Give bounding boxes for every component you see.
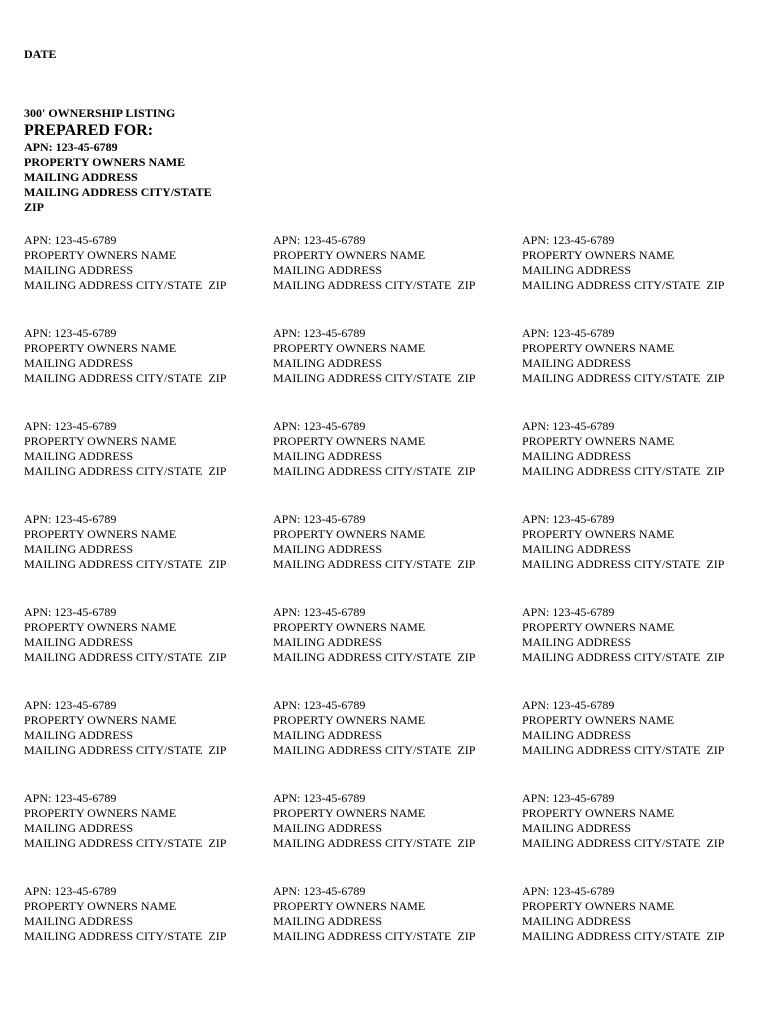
label-owner-name: PROPERTY OWNERS NAME xyxy=(24,527,177,541)
label-apn: APN: 123-45-6789 xyxy=(273,605,366,619)
label-mailing-address: MAILING ADDRESS xyxy=(24,821,134,835)
label-mailing-address: MAILING ADDRESS xyxy=(273,449,383,463)
mailing-label xyxy=(273,233,522,326)
label-city-state-zip: MAILING ADDRESS CITY/STATE ZIP xyxy=(522,464,725,478)
label-city-state-zip: MAILING ADDRESS CITY/STATE ZIP xyxy=(24,929,227,943)
label-city-state-zip: MAILING ADDRESS CITY/STATE ZIP xyxy=(24,278,227,292)
label-mailing-address: MAILING ADDRESS xyxy=(522,635,632,649)
mailing-label xyxy=(24,791,273,884)
label-owner-name: PROPERTY OWNERS NAME xyxy=(24,806,177,820)
label-city-state-zip: MAILING ADDRESS CITY/STATE ZIP xyxy=(522,557,725,571)
label-apn: APN: 123-45-6789 xyxy=(24,326,117,340)
recipient-mailing-address: MAILING ADDRESS xyxy=(24,170,138,184)
label-apn: APN: 123-45-6789 xyxy=(273,233,366,247)
mailing-label xyxy=(522,884,764,977)
mailing-label xyxy=(273,884,522,977)
label-owner-name: PROPERTY OWNERS NAME xyxy=(24,713,177,727)
label-city-state-zip: MAILING ADDRESS CITY/STATE ZIP xyxy=(24,557,227,571)
label-mailing-address: MAILING ADDRESS xyxy=(24,542,134,556)
mailing-label xyxy=(522,419,764,512)
label-mailing-address: MAILING ADDRESS xyxy=(24,263,134,277)
mailing-label xyxy=(273,326,522,419)
label-apn: APN: 123-45-6789 xyxy=(522,233,615,247)
label-apn: APN: 123-45-6789 xyxy=(522,419,615,433)
label-city-state-zip: MAILING ADDRESS CITY/STATE ZIP xyxy=(522,743,725,757)
label-city-state-zip: MAILING ADDRESS CITY/STATE ZIP xyxy=(24,464,227,478)
label-mailing-address: MAILING ADDRESS xyxy=(273,635,383,649)
label-mailing-address: MAILING ADDRESS xyxy=(273,542,383,556)
label-apn: APN: 123-45-6789 xyxy=(24,233,117,247)
label-mailing-address: MAILING ADDRESS xyxy=(522,728,632,742)
label-mailing-address: MAILING ADDRESS xyxy=(522,263,632,277)
listing-title: 300' OWNERSHIP LISTING xyxy=(24,106,176,120)
mailing-label xyxy=(24,419,273,512)
label-mailing-address: MAILING ADDRESS xyxy=(24,728,134,742)
label-owner-name: PROPERTY OWNERS NAME xyxy=(24,899,177,913)
label-owner-name: PROPERTY OWNERS NAME xyxy=(522,434,675,448)
label-mailing-address: MAILING ADDRESS xyxy=(24,356,134,370)
label-apn: APN: 123-45-6789 xyxy=(273,512,366,526)
mailing-label xyxy=(522,791,764,884)
mailing-label xyxy=(24,605,273,698)
listing-header xyxy=(24,106,212,215)
mailing-label xyxy=(24,233,273,326)
label-city-state-zip: MAILING ADDRESS CITY/STATE ZIP xyxy=(273,743,476,757)
label-city-state-zip: MAILING ADDRESS CITY/STATE ZIP xyxy=(522,836,725,850)
label-apn: APN: 123-45-6789 xyxy=(24,512,117,526)
mailing-label xyxy=(24,326,273,419)
date-label: DATE xyxy=(24,47,57,61)
label-apn: APN: 123-45-6789 xyxy=(273,884,366,898)
label-mailing-address: MAILING ADDRESS xyxy=(522,356,632,370)
label-mailing-address: MAILING ADDRESS xyxy=(273,263,383,277)
label-apn: APN: 123-45-6789 xyxy=(273,326,366,340)
label-apn: APN: 123-45-6789 xyxy=(522,326,615,340)
label-apn: APN: 123-45-6789 xyxy=(24,419,117,433)
mailing-label xyxy=(273,419,522,512)
label-city-state-zip: MAILING ADDRESS CITY/STATE ZIP xyxy=(273,278,476,292)
label-owner-name: PROPERTY OWNERS NAME xyxy=(522,713,675,727)
label-apn: APN: 123-45-6789 xyxy=(24,791,117,805)
label-owner-name: PROPERTY OWNERS NAME xyxy=(24,620,177,634)
label-apn: APN: 123-45-6789 xyxy=(24,605,117,619)
label-owner-name: PROPERTY OWNERS NAME xyxy=(273,248,426,262)
label-city-state-zip: MAILING ADDRESS CITY/STATE ZIP xyxy=(273,557,476,571)
label-apn: APN: 123-45-6789 xyxy=(273,698,366,712)
label-apn: APN: 123-45-6789 xyxy=(522,605,615,619)
mailing-label xyxy=(522,605,764,698)
mailing-label xyxy=(273,698,522,791)
label-city-state-zip: MAILING ADDRESS CITY/STATE ZIP xyxy=(24,371,227,385)
mailing-label xyxy=(273,791,522,884)
label-apn: APN: 123-45-6789 xyxy=(522,512,615,526)
label-owner-name: PROPERTY OWNERS NAME xyxy=(522,806,675,820)
recipient-owner-name: PROPERTY OWNERS NAME xyxy=(24,155,186,169)
label-owner-name: PROPERTY OWNERS NAME xyxy=(273,620,426,634)
mailing-label xyxy=(24,512,273,605)
mailing-label xyxy=(273,512,522,605)
label-apn: APN: 123-45-6789 xyxy=(273,791,366,805)
label-city-state-zip: MAILING ADDRESS CITY/STATE ZIP xyxy=(273,464,476,478)
label-city-state-zip: MAILING ADDRESS CITY/STATE ZIP xyxy=(24,650,227,664)
label-city-state-zip: MAILING ADDRESS CITY/STATE ZIP xyxy=(522,929,725,943)
mailing-label xyxy=(522,512,764,605)
label-mailing-address: MAILING ADDRESS xyxy=(24,635,134,649)
label-mailing-address: MAILING ADDRESS xyxy=(24,914,134,928)
label-city-state-zip: MAILING ADDRESS CITY/STATE ZIP xyxy=(522,278,725,292)
prepared-for-heading: PREPARED FOR: xyxy=(24,122,154,139)
recipient-apn: APN: 123-45-6789 xyxy=(24,140,118,154)
label-mailing-address: MAILING ADDRESS xyxy=(522,542,632,556)
label-apn: APN: 123-45-6789 xyxy=(522,698,615,712)
label-mailing-address: MAILING ADDRESS xyxy=(522,449,632,463)
label-owner-name: PROPERTY OWNERS NAME xyxy=(273,341,426,355)
label-owner-name: PROPERTY OWNERS NAME xyxy=(273,899,426,913)
label-owner-name: PROPERTY OWNERS NAME xyxy=(522,341,675,355)
label-mailing-address: MAILING ADDRESS xyxy=(24,449,134,463)
mailing-label xyxy=(273,605,522,698)
label-mailing-address: MAILING ADDRESS xyxy=(273,356,383,370)
label-mailing-address: MAILING ADDRESS xyxy=(273,728,383,742)
label-owner-name: PROPERTY OWNERS NAME xyxy=(522,620,675,634)
recipient-city-state: MAILING ADDRESS CITY/STATE xyxy=(24,185,212,199)
recipient-zip: ZIP xyxy=(24,200,45,214)
label-city-state-zip: MAILING ADDRESS CITY/STATE ZIP xyxy=(273,650,476,664)
label-apn: APN: 123-45-6789 xyxy=(273,419,366,433)
label-city-state-zip: MAILING ADDRESS CITY/STATE ZIP xyxy=(522,650,725,664)
label-owner-name: PROPERTY OWNERS NAME xyxy=(24,434,177,448)
mailing-labels-grid xyxy=(24,233,764,977)
label-owner-name: PROPERTY OWNERS NAME xyxy=(522,899,675,913)
label-owner-name: PROPERTY OWNERS NAME xyxy=(522,248,675,262)
label-mailing-address: MAILING ADDRESS xyxy=(273,914,383,928)
label-owner-name: PROPERTY OWNERS NAME xyxy=(273,527,426,541)
label-apn: APN: 123-45-6789 xyxy=(522,884,615,898)
label-apn: APN: 123-45-6789 xyxy=(24,698,117,712)
mailing-label xyxy=(24,698,273,791)
mailing-label xyxy=(522,326,764,419)
label-mailing-address: MAILING ADDRESS xyxy=(273,821,383,835)
label-owner-name: PROPERTY OWNERS NAME xyxy=(273,806,426,820)
mailing-label xyxy=(522,698,764,791)
label-owner-name: PROPERTY OWNERS NAME xyxy=(24,248,177,262)
label-city-state-zip: MAILING ADDRESS CITY/STATE ZIP xyxy=(273,836,476,850)
label-city-state-zip: MAILING ADDRESS CITY/STATE ZIP xyxy=(522,371,725,385)
label-owner-name: PROPERTY OWNERS NAME xyxy=(273,434,426,448)
label-apn: APN: 123-45-6789 xyxy=(522,791,615,805)
label-mailing-address: MAILING ADDRESS xyxy=(522,821,632,835)
label-apn: APN: 123-45-6789 xyxy=(24,884,117,898)
label-city-state-zip: MAILING ADDRESS CITY/STATE ZIP xyxy=(24,743,227,757)
mailing-label xyxy=(522,233,764,326)
label-owner-name: PROPERTY OWNERS NAME xyxy=(24,341,177,355)
label-city-state-zip: MAILING ADDRESS CITY/STATE ZIP xyxy=(273,929,476,943)
label-owner-name: PROPERTY OWNERS NAME xyxy=(273,713,426,727)
label-city-state-zip: MAILING ADDRESS CITY/STATE ZIP xyxy=(273,371,476,385)
label-owner-name: PROPERTY OWNERS NAME xyxy=(522,527,675,541)
label-mailing-address: MAILING ADDRESS xyxy=(522,914,632,928)
mailing-label xyxy=(24,884,273,977)
label-city-state-zip: MAILING ADDRESS CITY/STATE ZIP xyxy=(24,836,227,850)
